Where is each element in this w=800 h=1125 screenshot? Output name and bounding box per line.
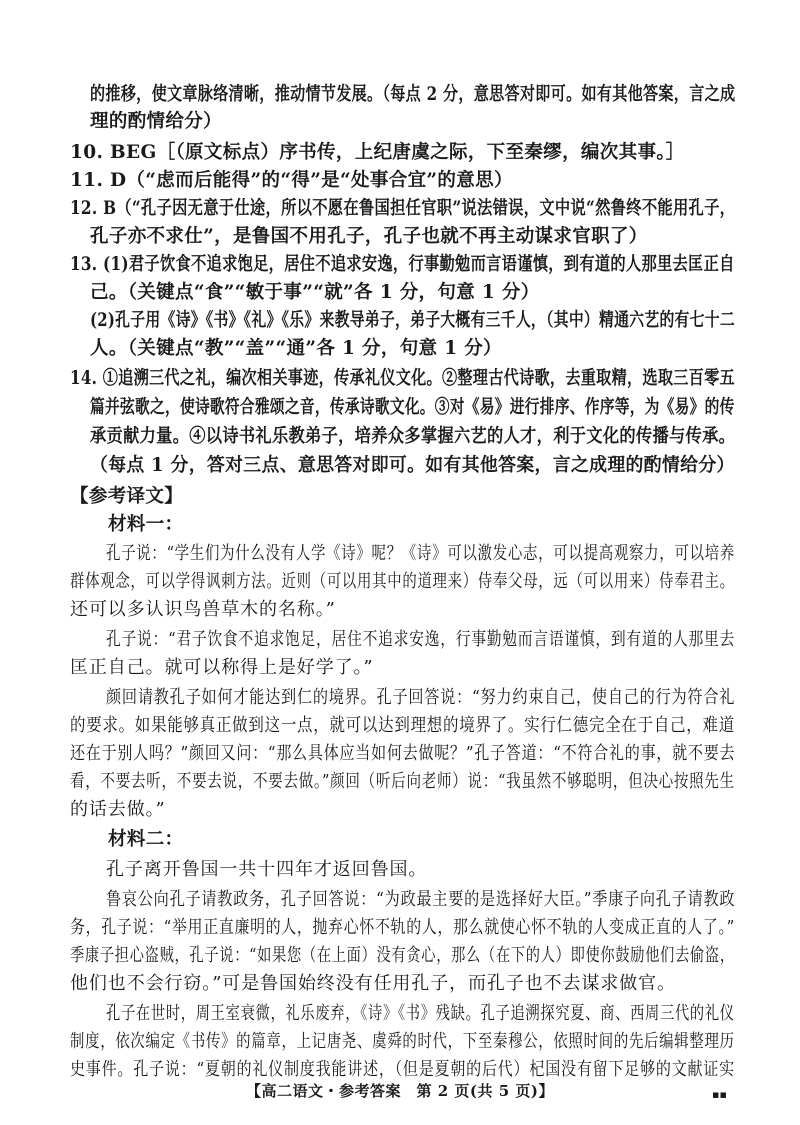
translation-line: 制度，依次编定《书传》的篇章，上记唐尧、虞舜的时代，下至秦穆公，依照时间的先后编辑整理历 [70,1031,735,1052]
translation-line: 务，孔子说：“举用正直廉明的人，抛弃心怀不轨的人，那么就使心怀不轨的人变成正直的人了。” [70,917,736,938]
corner-mark: ▪▪ [712,1088,727,1101]
translation-line: 季康子担心盗贼，孔子说：“如果您（在上面）没有贪心，那么（在下的人）即使你鼓励他们去偷盗， [70,945,735,966]
translation-line: 他们也不会行窃。”可是鲁国始终没有任用孔子，而孔子也不去谋求做官。 [70,973,676,994]
answer-13-2: (2)孔子用《诗》《书》《礼》《乐》来教导弟子，弟子大概有三千人，（其中）精通六艺的有七十二 [90,310,735,331]
translation-line: 鲁哀公向孔子请教政务，孔子回答说：“为政最主要的是选择好大臣。”季康子向孔子请教政 [106,889,736,910]
translation-line: 孔子说：“学生们为什么没有人学《诗》呢？《诗》可以激发心志，可以提高观察力，可以培养 [106,543,736,564]
answer-14-continued: 篇并弦歌之，使诗歌符合雅颂之音，传承诗歌文化。③对《易》进行排序、作序等，为《易》的传 [90,397,735,418]
translation-line: 孔子离开鲁国一共十四年才返回鲁国。 [106,859,428,880]
translation-line: 孔子说：“君子饮食不追求饱足，居住不追求安逸，行事勤勉而言语谨慎，到有道的人那里去 [106,629,736,650]
answer-14-continued: 承贡献力量。④以诗书礼乐教弟子，培养众多掌握六艺的人才，利于文化的传播与传承。 [90,426,736,447]
translation-line: 匡正自己。就可以称得上是好学了。” [70,657,374,678]
translation-line: 还可以多认识鸟兽草木的名称。” [70,599,336,620]
page-footer: 【高二语文・参考答案 第 2 页(共 5 页)】 [246,1082,554,1100]
answer-11: 11. D（“虑而后能得”的“得”是“处事合宜”的意思） [70,170,513,191]
answer-14: 14. ①追溯三代之礼，编次相关事迹，传承礼仪文化。②整理古代诗歌，去重取精，选取三百零五 [70,368,735,389]
translation-line: 颜回请教孔子如何才能达到仁的境界。孔子回答说：“努力约束自己，使自己的行为符合礼 [106,687,736,708]
translation-line: 群体观念，可以学得讽刺方法。近则（可以用其中的道理来）侍奉父母，远（可以用来）侍奉君主。 [70,571,735,592]
translation-line: 的要求。如果能够真正做到这一点，就可以达到理想的境界了。实行仁德完全在于自己，难道 [70,715,735,736]
answer-10: 10. BEG［（原文标点）序书传，上纪唐虞之际，下至秦缪，编次其事。］ [70,142,685,163]
answer-9-continued: 理的酌情给分） [90,111,222,132]
translation-line: 还在于别人吗？”颜回又问：“那么具体应当如何去做呢？”孔子答道：“不符合礼的事，就不要去 [70,743,736,764]
section-heading: 【参考译文】 [70,486,184,507]
answer-13-1-continued: 己。（关键点“食”“敏于事”“就”各 1 分，句意 1 分） [90,282,540,303]
answer-12: 12. B（“孔子因无意于仕途，所以不愿在鲁国担任官职”说法错误，文中说“然鲁终不能用孔子， [70,198,736,219]
answer-13-1: 13. (1)君子饮食不追求饱足，居住不追求安逸，行事勤勉而言语谨慎，到有道的人那里去匡正自 [70,254,735,275]
material-two-label: 材料二： [108,829,184,850]
translation-line: 的话去做。” [70,799,166,820]
answer-12-continued: 孔子亦不求仕”，是鲁国不用孔子，孔子也就不再主动谋求官职了） [90,226,648,247]
answer-13-2-continued: 人。（关键点“教”“盖”“通”各 1 分，句意 1 分） [90,338,502,359]
translation-line: 孔子在世时，周王室衰微，礼乐废弃，《诗》《书》残缺。孔子追溯探究夏、商、西周三代的礼仪 [106,1003,735,1024]
answer-14-note: （每点 1 分，答对三点、意思答对即可。如有其他答案，言之成理的酌情给分） [90,455,735,476]
material-one-label: 材料一： [108,514,184,535]
translation-line: 看，不要去听，不要去说，不要去做。”颜回（听后向老师）说：“我虽然不够聪明，但决心按照先生 [70,771,735,792]
translation-line: 史事件。孔子说：“夏朝的礼仪制度我能讲述，（但是夏朝的后代）杞国没有留下足够的文献证实 [70,1059,735,1080]
answer-9-continued: 的推移，使文章脉络清晰，推动情节发展。（每点 2 分，意思答对即可。如有其他答案，言之成 [90,84,736,105]
